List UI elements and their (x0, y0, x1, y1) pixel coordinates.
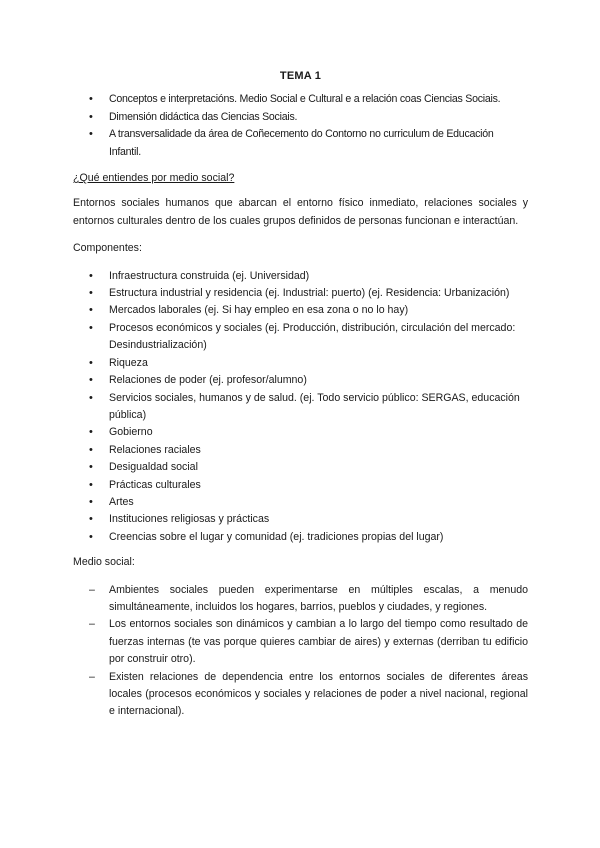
document-page (73, 68, 528, 721)
component-item: • Relaciones de poder (ej. profesor/alumno) (73, 372, 528, 389)
medio-social-item: – Ambientes sociales pueden experimentarse en múltiples escalas, a menudo simultáneamente, incluidos los hogares, barrios, pueblos y ciudades, y regiones. (73, 582, 528, 617)
definition-paragraph: Entornos sociales humanos que abarcan el entorno físico inmediato, relaciones sociales y entornos culturales dentro de los cuales grupos definidos de personas funcionan e interactúan. (73, 197, 528, 227)
intro-list (73, 91, 528, 161)
component-item: • Servicios sociales, humanos y de salud. (ej. Todo servicio público: SERGAS, educación pública) (73, 390, 528, 425)
medio-social-label: Medio social: (73, 556, 135, 569)
medio-social-item: – Los entornos sociales son dinámicos y cambian a lo largo del tiempo como resultado de fuerzas internas (te vas porque quieres cambiar de aires) y externas (derriban tu edificio por construir otro). (73, 616, 528, 668)
component-item: • Mercados laborales (ej. Si hay empleo en esa zona o no lo hay) (73, 302, 528, 319)
component-item: • Estructura industrial y residencia (ej. Industrial: puerto) (ej. Residencia: Urbanización) (73, 285, 528, 302)
component-item: • Riqueza (73, 355, 528, 372)
component-item: • Instituciones religiosas y prácticas (73, 511, 528, 528)
components-list (73, 268, 528, 547)
page-title: TEMA 1 (279, 70, 322, 82)
component-item: • Creencias sobre el lugar y comunidad (ej. tradiciones propias del lugar) (73, 529, 528, 546)
component-item: • Artes (73, 494, 528, 511)
component-item: • Relaciones raciales (73, 442, 528, 459)
intro-item: • Conceptos e interpretacións. Medio Social e Cultural e a relación coas Ciencias Sociais. (73, 91, 528, 108)
component-item: • Infraestructura construida (ej. Universidad) (73, 268, 528, 285)
component-item: • Gobierno (73, 424, 528, 441)
section-question: ¿Qué entiendes por medio social? (73, 172, 235, 185)
medio-social-list (73, 582, 528, 721)
component-item: • Procesos económicos y sociales (ej. Producción, distribución, circulación del mercado: Desindustrialización) (73, 320, 528, 355)
intro-item: • Dimensión didáctica das Ciencias Sociais. (73, 109, 528, 126)
components-label: Componentes: (73, 242, 142, 255)
component-item: • Prácticas culturales (73, 477, 528, 494)
component-item: • Desigualdad social (73, 459, 528, 476)
medio-social-item: – Existen relaciones de dependencia entre los entornos sociales de diferentes áreas locales (procesos económicos y sociales y relaciones de poder a nivel nacional, regional e internacional). (73, 669, 528, 721)
intro-item: • A transversalidade da área de Coñecemento do Contorno no curriculum de Educación Infantil. (73, 126, 528, 161)
